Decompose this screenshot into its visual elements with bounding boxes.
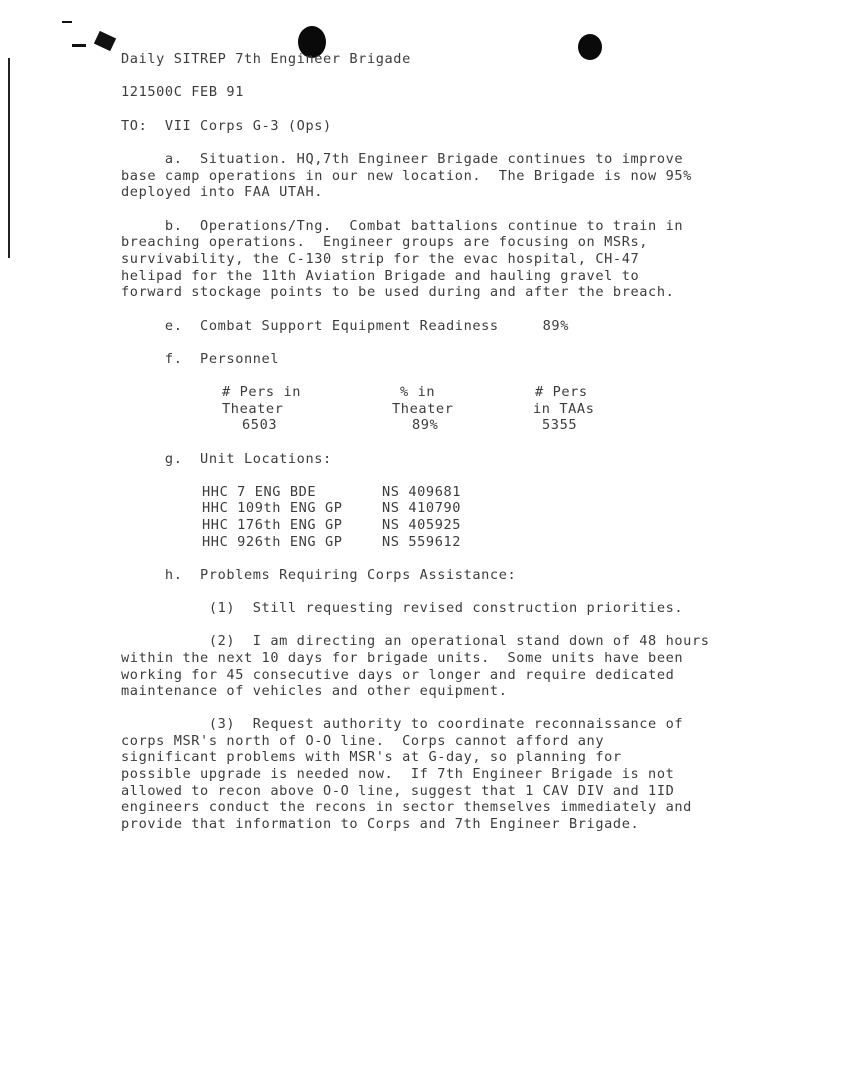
para-h-item-3-line-4: possible upgrade is needed now. If 7th Engineer Brigade is not	[121, 766, 675, 782]
para-h-item-3-line-7: provide that information to Corps and 7th Engineer Brigade.	[121, 816, 640, 832]
personnel-col1-header-2: Theater	[222, 401, 284, 417]
personnel-col2-header-2: Theater	[392, 401, 454, 417]
personnel-col3-header-1: # Pers	[535, 384, 588, 400]
addressee: TO: VII Corps G-3 (Ops)	[121, 118, 332, 134]
para-g-title: g. Unit Locations:	[121, 451, 332, 467]
para-b-line-1: b. Operations/Tng. Combat battalions continue to train in	[121, 218, 684, 234]
unit-grid: NS 405925	[382, 517, 462, 533]
para-h-item-3-line-3: significant problems with MSR's at G-day, so planning for	[121, 749, 622, 765]
para-b-line-3: survivability, the C-130 strip for the evac hospital, CH-47	[121, 251, 640, 267]
para-b-line-4: helipad for the 11th Aviation Brigade and hauling gravel to	[121, 268, 640, 284]
para-h-item-3-line-1: (3) Request authority to coordinate reconnaissance of	[121, 716, 684, 732]
personnel-col3-header-2: in TAAs	[533, 401, 595, 417]
punch-hole-right	[578, 34, 602, 60]
para-h-item-2-line-3: working for 45 consecutive days or longer and require dedicated	[121, 667, 675, 683]
para-f-title: f. Personnel	[121, 351, 280, 367]
personnel-col2-header-1: % in	[400, 384, 436, 400]
para-h-item-3-line-6: engineers conduct the recons in sector themselves immediately and	[121, 799, 692, 815]
unit-name: HHC 176th ENG GP	[202, 517, 343, 533]
para-a-line-1: a. Situation. HQ,7th Engineer Brigade continues to improve	[121, 151, 684, 167]
unit-grid: NS 559612	[382, 534, 462, 550]
personnel-col3-value: 5355	[542, 417, 578, 433]
document-title: Daily SITREP 7th Engineer Brigade	[121, 51, 411, 67]
para-b-line-2: breaching operations. Engineer groups are focusing on MSRs,	[121, 234, 649, 250]
unit-name: HHC 926th ENG GP	[202, 534, 343, 550]
unit-grid: NS 410790	[382, 500, 462, 516]
para-h-item-3-line-2: corps MSR's north of O-O line. Corps cannot afford any	[121, 733, 605, 749]
para-h-item-3-line-5: allowed to recon above O-O line, suggest that 1 CAV DIV and 1ID	[121, 783, 675, 799]
scan-artifact-smudge	[72, 44, 86, 47]
para-h-item-2-line-2: within the next 10 days for brigade units. Some units have been	[121, 650, 684, 666]
personnel-col1-header-1: # Pers in	[222, 384, 302, 400]
scan-artifact-top-left	[94, 31, 116, 51]
para-h-title: h. Problems Requiring Corps Assistance:	[121, 567, 517, 583]
unit-name: HHC 7 ENG BDE	[202, 484, 317, 500]
para-b-line-5: forward stockage points to be used during and after the breach.	[121, 284, 675, 300]
personnel-col1-value: 6503	[242, 417, 278, 433]
unit-grid: NS 409681	[382, 484, 462, 500]
personnel-col2-value: 89%	[412, 417, 439, 433]
date-time-group: 121500C FEB 91	[121, 84, 244, 100]
scan-margin-line	[8, 58, 10, 258]
para-h-item-1: (1) Still requesting revised construction priorities.	[121, 600, 684, 616]
para-h-item-2-line-1: (2) I am directing an operational stand down of 48 hours	[121, 633, 710, 649]
para-h-item-2-line-4: maintenance of vehicles and other equipment.	[121, 683, 508, 699]
para-a-line-2: base camp operations in our new location. The Brigade is now 95%	[121, 168, 692, 184]
scan-artifact-dash	[62, 21, 72, 23]
unit-name: HHC 109th ENG GP	[202, 500, 343, 516]
para-e-equipment-readiness: e. Combat Support Equipment Readiness 89%	[121, 318, 569, 334]
para-a-line-3: deployed into FAA UTAH.	[121, 184, 324, 200]
